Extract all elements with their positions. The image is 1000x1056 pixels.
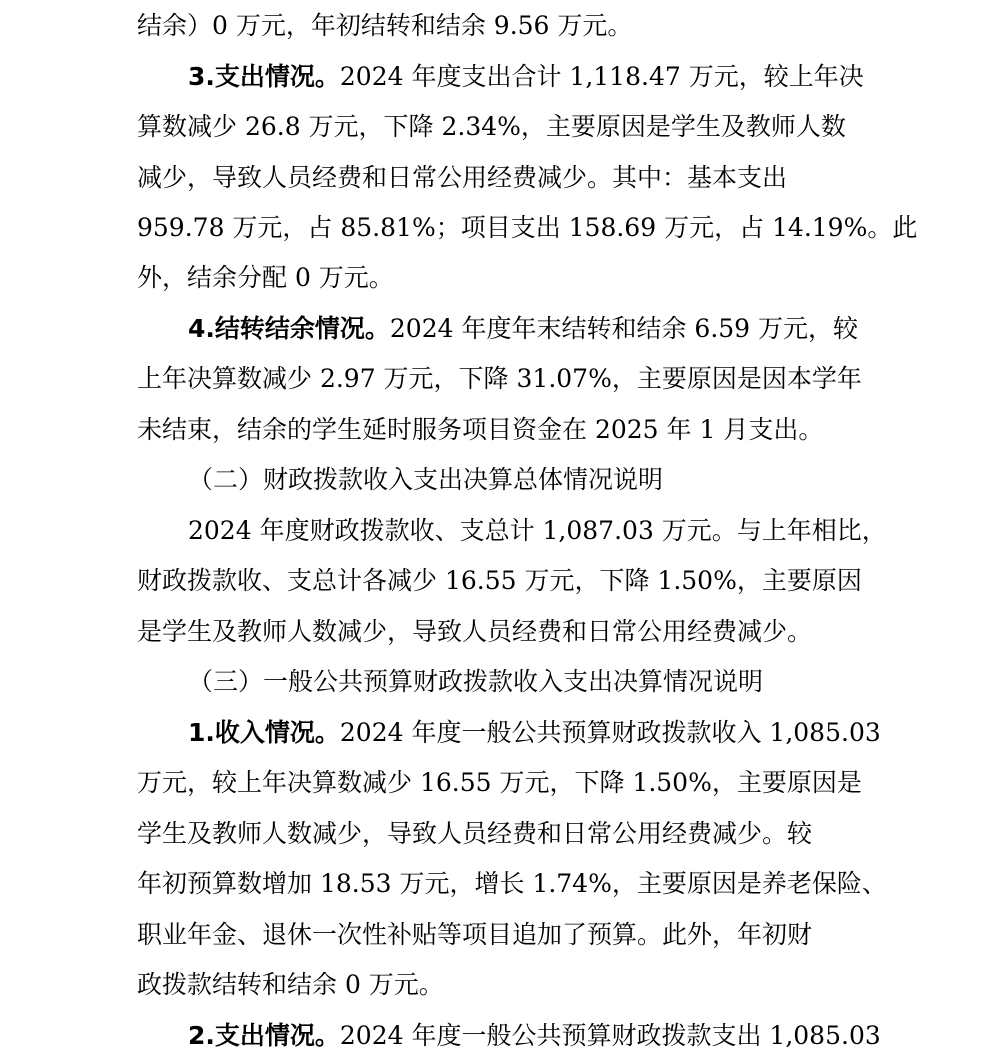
subsection-title <box>188 665 763 699</box>
line-text: 外，结余分配 0 万元。 <box>137 263 394 292</box>
line-text: 财政拨款收、支总计各减少 16.55 万元，下降 1.50%，主要原因 <box>137 566 862 595</box>
paragraph-start-line <box>188 716 881 750</box>
line-text: 959.78 万元，占 85.81%；项目支出 158.69 万元，占 14.19%。此 <box>137 213 918 242</box>
line-text: 2024 年度支出合计 1,118.47 万元，较上年决 <box>339 62 864 91</box>
text-line <box>137 867 887 901</box>
paragraph-start-line <box>188 514 887 548</box>
text-line <box>137 615 812 649</box>
paragraph-start-line <box>188 60 864 94</box>
line-text: （二）财政拨款收入支出决算总体情况说明 <box>188 465 664 494</box>
text-line <box>137 564 862 598</box>
line-text: 万元，较上年决算数减少 16.55 万元，下降 1.50%，主要原因是 <box>137 768 862 797</box>
line-text: 年初预算数增加 18.53 万元，增长 1.74%，主要原因是养老保险、 <box>137 869 887 898</box>
section-heading: 2.支出情况。 <box>188 1021 340 1050</box>
text-line <box>137 261 394 295</box>
paragraph-start-line <box>188 1019 881 1053</box>
line-text: 结余）0 万元，年初结转和结余 9.56 万元。 <box>137 11 633 40</box>
text-line <box>137 918 812 952</box>
text-line <box>137 211 917 245</box>
line-text: 是学生及教师人数减少，导致人员经费和日常公用经费减少。 <box>137 617 813 646</box>
line-text: 算数减少 26.8 万元，下降 2.34%，主要原因是学生及教师人数 <box>137 112 846 141</box>
line-text: 学生及教师人数减少，导致人员经费和日常公用经费减少。较 <box>137 819 813 848</box>
text-line <box>137 9 632 43</box>
text-line <box>137 161 787 195</box>
text-line <box>137 817 812 851</box>
line-text: 2024 年度一般公共预算财政拨款支出 1,085.03 <box>339 1021 881 1050</box>
section-heading: 4.结转结余情况。 <box>188 314 390 343</box>
line-text: 上年决算数减少 2.97 万元，下降 31.07%，主要原因是因本学年 <box>137 364 862 393</box>
text-line <box>137 362 862 396</box>
section-heading: 3.支出情况。 <box>188 62 340 91</box>
section-heading: 1.收入情况。 <box>188 718 340 747</box>
line-text: 2024 年度年末结转和结余 6.59 万元，较 <box>389 314 859 343</box>
line-text: （三）一般公共预算财政拨款收入支出决算情况说明 <box>188 667 764 696</box>
line-text: 减少，导致人员经费和日常公用经费减少。其中：基本支出 <box>137 163 788 192</box>
text-line <box>137 413 823 447</box>
line-text: 2024 年度一般公共预算财政拨款收入 1,085.03 <box>339 718 881 747</box>
line-text: 2024 年度财政拨款收、支总计 1,087.03 万元。与上年相比， <box>188 516 887 545</box>
subsection-title <box>188 463 663 497</box>
line-text: 未结束，结余的学生延时服务项目资金在 2025 年 1 月支出。 <box>137 415 824 444</box>
paragraph-start-line <box>188 312 858 346</box>
line-text: 职业年金、退休一次性补贴等项目追加了预算。此外，年初财 <box>137 920 813 949</box>
line-text: 政拨款结转和结余 0 万元。 <box>137 970 444 999</box>
text-line <box>137 968 444 1002</box>
text-line <box>137 110 846 144</box>
text-line <box>137 766 862 800</box>
